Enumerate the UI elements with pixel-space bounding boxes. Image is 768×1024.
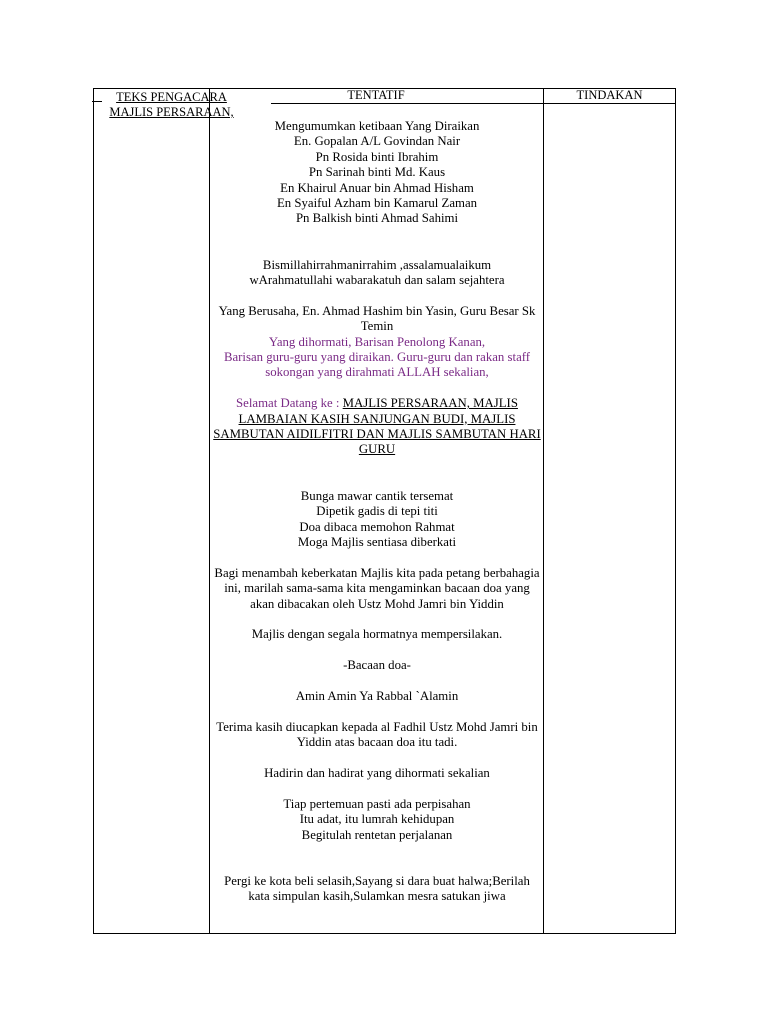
header-underline-tentatif [271,103,543,104]
salam-line-2: wArahmatullahi wabarakatuh dan salam sejahtera [249,273,505,288]
bacaan-doa: -Bacaan doa- [343,658,411,673]
intro-line: Pn Rosida binti Ibrahim [315,149,439,164]
pantun2-line: Itu adat, itu lumrah kehidupan [299,812,455,827]
pantun2-line: Tiap pertemuan pasti ada perpisahan [283,796,471,811]
salam-line-1: Bismillahirrahmanirrahim ,assalamualaikum [262,257,492,272]
hadirin-line: Hadirin dan hadirat yang dihormati sekalian [264,765,490,780]
pantun-line: Dipetik gadis di tepi titi [316,504,438,519]
yang-dihormati: Yang dihormati, Barisan Penolong Kanan, [268,334,486,349]
terima-kasih: Terima kasih diucapkan kepada al Fadhil Ustz Mohd Jamri bin Yiddin atas bacaan doa itu tadi. [216,719,538,750]
intro-line: Mengumumkan ketibaan Yang Diraikan [274,119,480,133]
event-title: MAJLIS PERSARAAN, MAJLIS LAMBAIAN KASIH SANJUNGAN BUDI, MAJLIS SAMBUTAN AIDILFITRI DAN MAJLIS SAMBUTAN HARI GURU [213,396,541,457]
col1-header-line1: TEKS PENGACARA [116,90,227,104]
col3-header: TINDAKAN [576,88,643,102]
pantun-line: Bunga mawar cantik tersemat [300,488,454,503]
amin-line: Amin Amin Ya Rabbal `Alamin [295,688,459,703]
col1-header-line2: MAJLIS PERSARAAN, [109,105,234,119]
intro-line: Pn Sarinah binti Md. Kaus [308,165,446,180]
column-divider-1 [209,88,210,934]
header-underline-tindakan [543,103,676,104]
yang-berusaha: Yang Berusaha, En. Ahmad Hashim bin Yasin, Guru Besar Sk Temin [218,303,536,334]
intro-line: En Syaiful Azham bin Kamarul Zaman [276,196,478,211]
pergi-ke-kota: Pergi ke kota beli selasih,Sayang si dara buat halwa;Berilah kata simpulan kasih,Sulamkan mesra satukan jiwa [224,873,530,904]
intro-line: En. Gopalan A/L Govindan Nair [293,134,461,149]
col2-header: TENTATIF [347,88,405,102]
tentatif-text [212,119,542,905]
pantun-line: Doa dibaca memohon Rahmat [299,519,455,534]
pantun2-line: Begitulah rentetan perjalanan [301,827,453,842]
majlis-mempersilakan: Majlis dengan segala hormatnya mempersilakan. [251,627,503,642]
barisan-guru: Barisan guru-guru yang diraikan. Guru-guru dan rakan staff sokongan yang dirahmati ALLAH sekalian, [223,350,531,380]
column-divider-2 [543,88,544,934]
selamat-prefix: Selamat Datang ke : [236,396,340,411]
pantun-line: Moga Majlis sentiasa diberkati [297,534,457,549]
selamat-datang [212,396,542,458]
intro-line: Pn Balkish binti Ahmad Sahimi [295,211,459,226]
intro-line: En Khairul Anuar bin Ahmad Hisham [280,180,474,195]
bagi-menambah: Bagi menambah keberkatan Majlis kita pada petang berbahagia ini, marilah sama-sama kita mengaminkan bacaan doa yang akan dibacakan oleh Ustz Mohd Jamri bin Yiddin [214,565,540,611]
